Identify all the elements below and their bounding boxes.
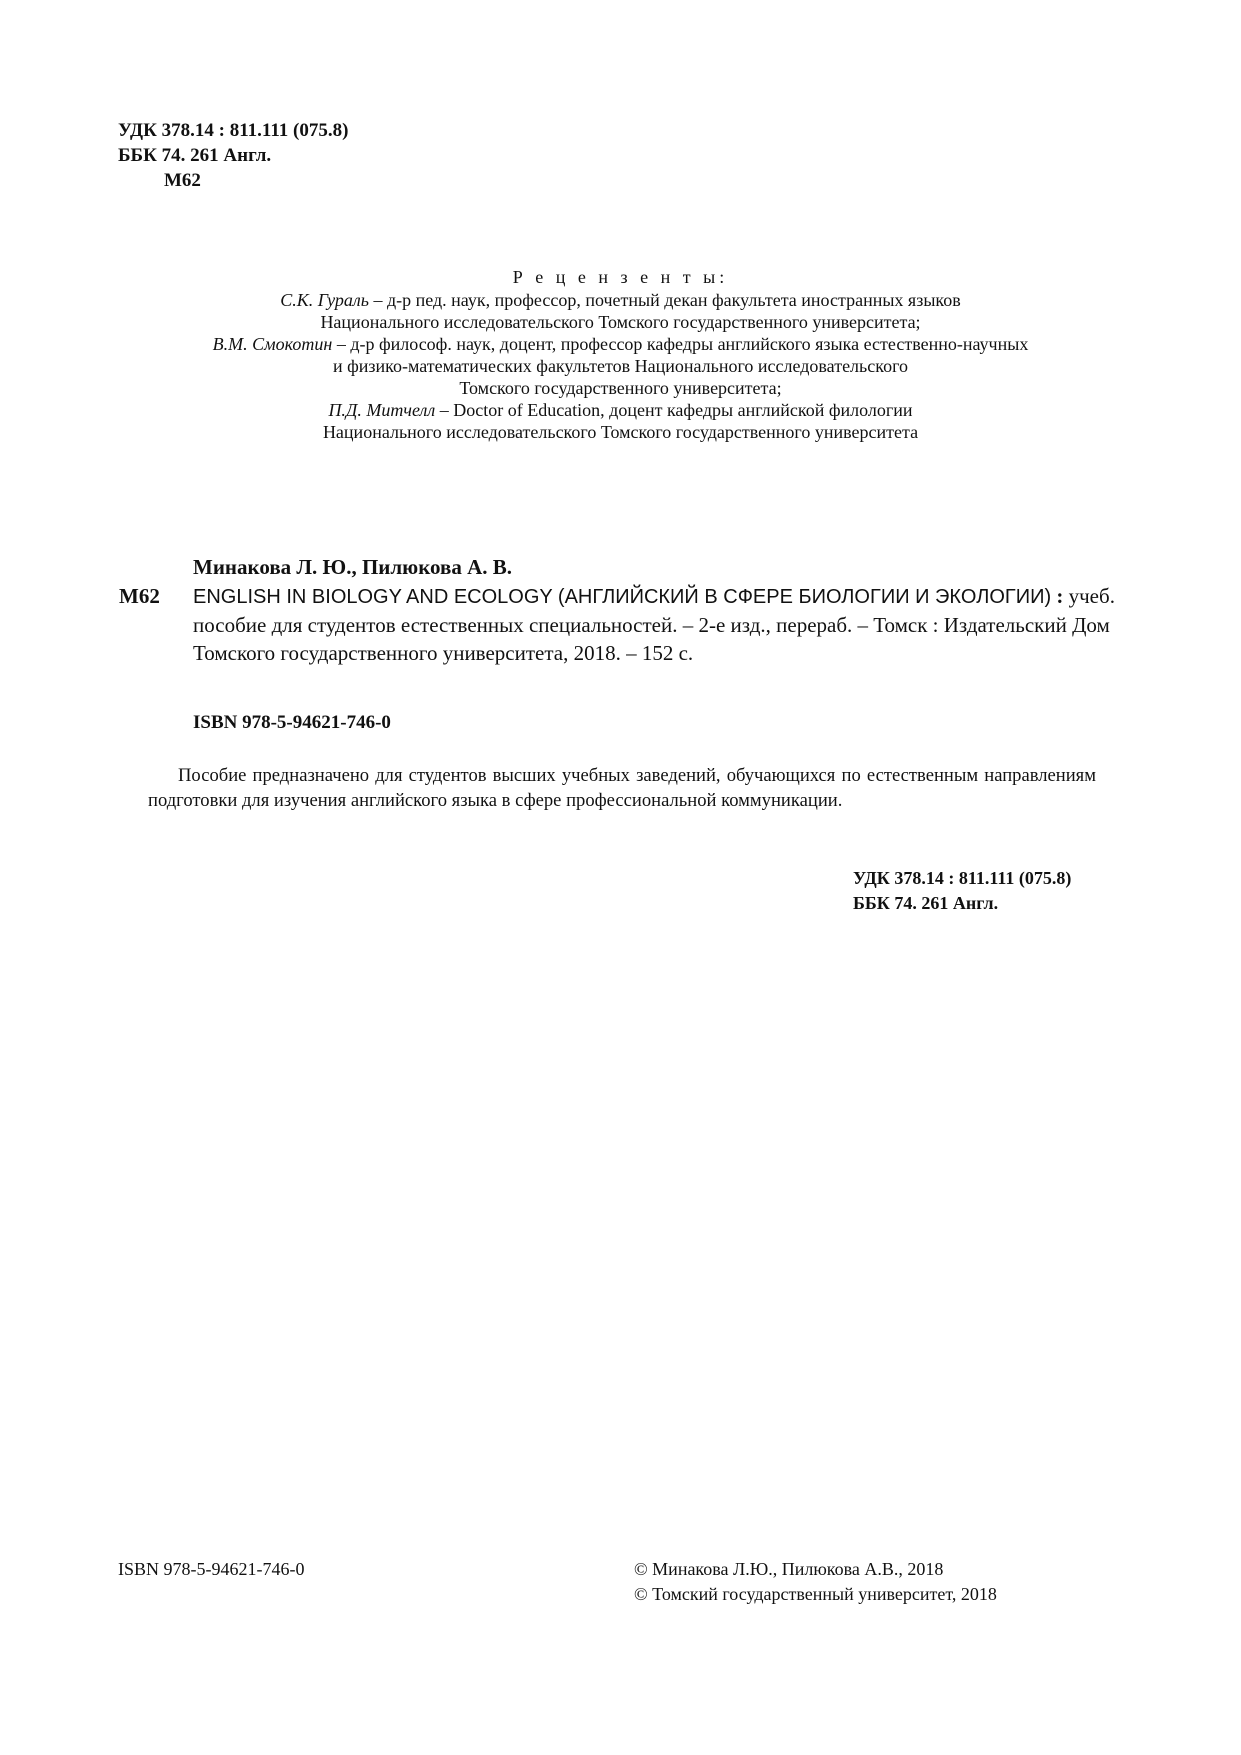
reviewer-3 xyxy=(100,399,1141,421)
classification-bottom xyxy=(853,866,1071,916)
copyright-authors: © Минакова Л.Ю., Пилюкова А.В., 2018 xyxy=(634,1559,944,1579)
reviewer-2-affiliation-1: и физико-математических факультетов Национального исследовательского xyxy=(332,356,908,376)
udk-code-bottom: УДК 378.14 : 811.111 (075.8) xyxy=(853,868,1072,888)
author-mark: М62 xyxy=(164,170,201,191)
bbk-code-bottom: ББК 74. 261 Англ. xyxy=(853,893,999,913)
isbn-footer: ISBN 978-5-94621-746-0 xyxy=(118,1559,305,1579)
reviewer-2-title: – д-р философ. наук, доцент, профессор кафедры английского языка естественно-научных xyxy=(332,334,1029,354)
reviewer-2-affiliation-2: Томского государственного университета; xyxy=(459,378,782,398)
bibliographic-description xyxy=(193,582,1133,667)
title-colon: : xyxy=(1051,584,1064,608)
bibliography-author-mark: М62 xyxy=(119,584,160,608)
reviewer-1-affiliation: Национального исследовательского Томского государственного университета; xyxy=(320,312,921,332)
book-details: учеб. пособие для студентов естественных специальностей. – 2-е изд., перераб. – Томск : Издательский Дом Томского государственного университета, 2018. – 152 с. xyxy=(193,584,1115,665)
classification-top xyxy=(118,118,348,193)
reviewer-1-name: С.К. Гураль xyxy=(280,290,369,310)
reviewer-2 xyxy=(100,333,1141,355)
isbn-main: ISBN 978-5-94621-746-0 xyxy=(193,712,391,733)
copyright-university: © Томский государственный университет, 2018 xyxy=(634,1584,997,1604)
authors: Минакова Л. Ю., Пилюкова А. В. xyxy=(193,555,513,579)
copyright-block xyxy=(634,1557,997,1607)
reviewer-3-title: – Doctor of Education, доцент кафедры английской филологии xyxy=(435,400,913,420)
reviewer-1 xyxy=(100,289,1141,311)
reviewer-3-affiliation: Национального исследовательского Томского государственного университета xyxy=(322,422,919,442)
annotation: Пособие предназначено для студентов высших учебных заведений, обучающихся по естественным направлениям подготовки для изучения английского языка в сфере профессиональной коммуникации. xyxy=(148,765,1096,811)
reviewer-3-name: П.Д. Митчелл xyxy=(328,400,436,420)
reviewers-heading: Р е ц е н з е н т ы: xyxy=(512,267,729,287)
bbk-code: ББК 74. 261 Англ. xyxy=(118,145,272,166)
udk-code: УДК 378.14 : 811.111 (075.8) xyxy=(118,120,349,141)
reviewers-block xyxy=(100,266,1141,443)
reviewer-1-title: – д-р пед. наук, профессор, почетный декан факультета иностранных языков xyxy=(368,290,961,310)
book-title: ENGLISH IN BIOLOGY AND ECOLOGY (АНГЛИЙСКИЙ В СФЕРЕ БИОЛОГИИ И ЭКОЛОГИИ) xyxy=(193,586,1052,608)
reviewer-2-name: В.М. Смокотин xyxy=(212,334,333,354)
